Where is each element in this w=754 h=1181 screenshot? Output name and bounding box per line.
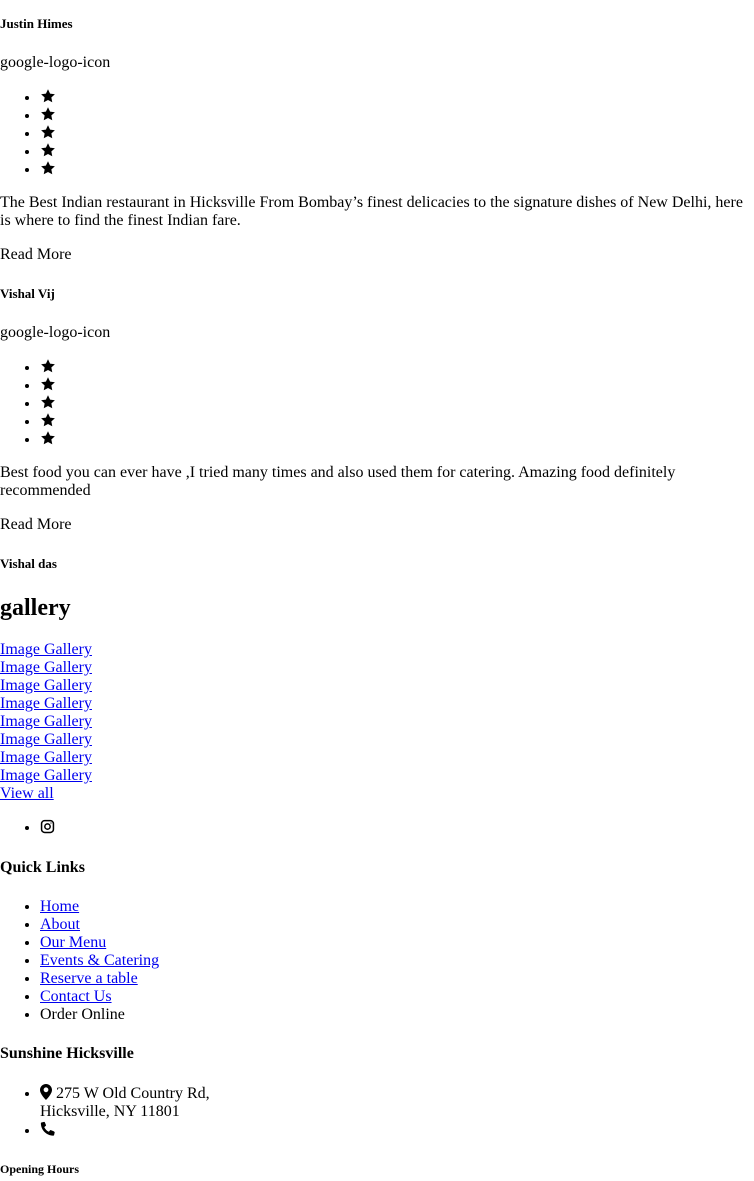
address-line-1: 275 W Old Country Rd,: [56, 1085, 210, 1102]
star-rating: [0, 88, 56, 178]
phone-item: [40, 1121, 210, 1140]
gallery-image-link[interactable]: Image Gallery: [0, 641, 92, 658]
quick-link-menu[interactable]: Our Menu: [40, 934, 107, 951]
quick-link-events-catering[interactable]: Events & Catering: [40, 952, 160, 969]
phone-icon[interactable]: [40, 1121, 56, 1137]
reviewer-name: Vishal das: [0, 556, 57, 571]
view-all-link[interactable]: View all: [0, 785, 54, 802]
quick-link-reserve-table[interactable]: Reserve a table: [40, 970, 138, 987]
review-text: The Best Indian restaurant in Hicksville From Bombay’s finest delicacies to the signature dishes of New Delhi, here is where to find the finest Indian fare.: [0, 194, 743, 229]
social-list: [0, 819, 55, 837]
reviewer-name: Vishal Vij: [0, 286, 55, 301]
star-icon: [40, 394, 56, 412]
location-title: Sunshine Hicksville: [0, 1045, 134, 1062]
opening-hours-title: Opening Hours: [0, 1162, 80, 1176]
star-rating: [0, 358, 56, 448]
gallery-image-link[interactable]: Image Gallery: [0, 713, 92, 730]
reviewer-name: Justin Himes: [0, 16, 73, 31]
quick-link-order-online[interactable]: Order Online: [40, 1006, 125, 1023]
gallery-image-link[interactable]: Image Gallery: [0, 767, 92, 784]
quick-link-contact[interactable]: Contact Us: [40, 988, 112, 1005]
star-icon: [40, 412, 56, 430]
address-item: [40, 1084, 210, 1121]
gallery-title: gallery: [0, 595, 71, 621]
quick-links-list: [0, 898, 159, 1024]
star-icon: [40, 160, 56, 178]
map-pin-icon: [40, 1084, 52, 1100]
read-more-link[interactable]: Read More: [0, 246, 72, 263]
quick-link-about[interactable]: About: [40, 916, 80, 933]
gallery-image-link[interactable]: Image Gallery: [0, 695, 92, 712]
review-text: Best food you can ever have ,I tried many times and also used them for catering. Amazing food definitely recommended: [0, 464, 676, 499]
star-icon: [40, 376, 56, 394]
quick-link-home[interactable]: Home: [40, 898, 80, 915]
star-icon: [40, 430, 56, 448]
star-icon: [40, 142, 56, 160]
read-more-link[interactable]: Read More: [0, 516, 72, 533]
gallery-image-link[interactable]: Image Gallery: [0, 659, 92, 676]
gallery-image-link[interactable]: Image Gallery: [0, 731, 92, 748]
gallery-image-link[interactable]: Image Gallery: [0, 749, 92, 766]
star-icon: [40, 88, 56, 106]
gallery-image-link[interactable]: Image Gallery: [0, 677, 92, 694]
gallery-grid: [0, 641, 92, 803]
social-item: [40, 819, 55, 837]
star-icon: [40, 124, 56, 142]
contact-list: [0, 1084, 210, 1140]
google-logo-icon: google-logo-icon: [0, 54, 111, 71]
star-icon: [40, 358, 56, 376]
quick-links-title: Quick Links: [0, 859, 85, 876]
star-icon: [40, 106, 56, 124]
address-line-2: Hicksville, NY 11801: [40, 1103, 180, 1120]
google-logo-icon: google-logo-icon: [0, 324, 111, 341]
instagram-icon[interactable]: [40, 819, 55, 834]
